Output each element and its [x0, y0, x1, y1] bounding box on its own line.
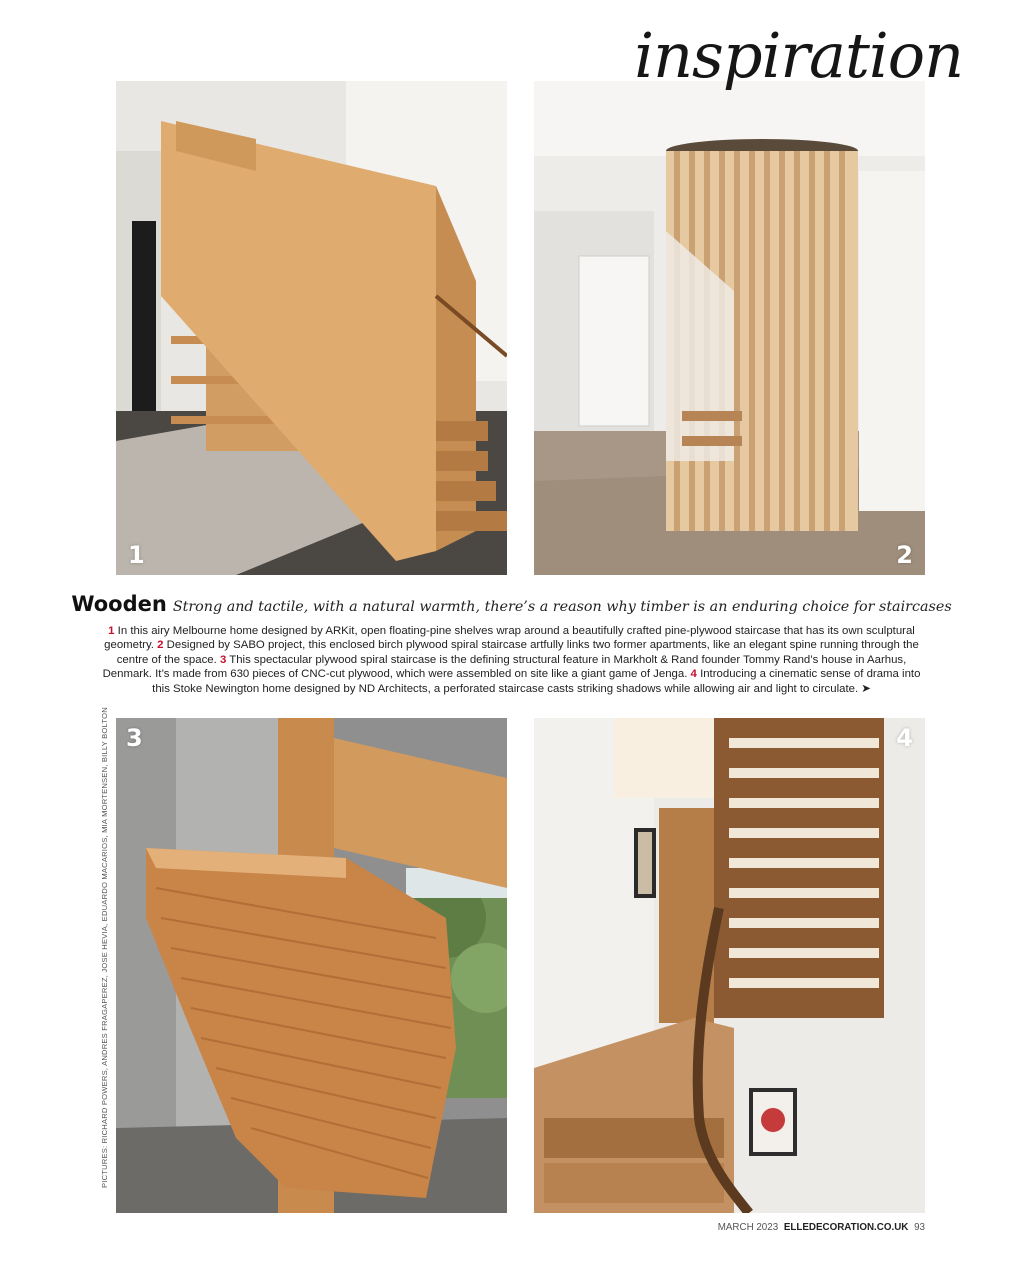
perforated-staircase-photo: [534, 718, 925, 1213]
photo-4: [534, 718, 925, 1213]
caption-number: 1: [108, 625, 115, 637]
continue-arrow-icon: ➤: [861, 682, 871, 695]
photo-number: 2: [896, 541, 913, 569]
photo-3: [116, 718, 507, 1213]
slatted-spiral-staircase-photo: [534, 81, 925, 575]
website-link[interactable]: ELLEDECORATION.CO.UK: [783, 1222, 909, 1233]
headline-subtitle: Strong and tactile, with a natural warmth, there’s a reason why timber is an enduring choice for staircases: [172, 599, 952, 615]
page-footer: [718, 1222, 925, 1233]
issue-date: MARCH 2023: [717, 1222, 779, 1233]
article-headline: [60, 592, 963, 616]
photo-number: 3: [126, 724, 143, 752]
caption-number: 2: [157, 639, 164, 652]
caption: In this airy Melbourne home designed by ARKit, open floating-pine shelves wrap around a beautifully crafted pine-plywood staircase that has its own sculptural geometry.: [104, 625, 915, 652]
perforated-steps: [714, 718, 884, 1018]
caption-number: 4: [690, 668, 697, 681]
section-title: inspiration: [634, 19, 963, 92]
photo-2: [534, 81, 925, 575]
caption: This spectacular plywood spiral staircase is the defining structural feature in Markholt & Rand founder Tommy Rand’s house in Aarhus, Denmark. It’s made from 630 pieces of CNC-cut plywood, which were assembled on site like a giant game of Jenga.: [102, 653, 907, 681]
page-number: 93: [914, 1222, 925, 1233]
cnc-plywood-spiral-photo: [116, 718, 507, 1213]
caption: Introducing a cinematic sense of drama into this Stoke Newington home designed by ND Architects, a perforated staircase casts striking shadows while allowing air and light to circulate.: [152, 668, 921, 695]
slat-column: [666, 151, 858, 531]
plywood-staircase-photo: [116, 81, 507, 575]
photo-number: 1: [128, 541, 145, 569]
caption-number: 3: [219, 653, 227, 666]
photo-1: [116, 81, 507, 575]
headline-title: Wooden: [71, 592, 167, 616]
photo-credits: PICTURES: RICHARD POWERS, ANDRES FRAGAPEREZ, JOSE HEVIA, EDUARDO MACARIOS, MIA MORTENSEN, BILLY BOLTON: [100, 707, 109, 1188]
photo-number: 4: [896, 724, 913, 752]
caption-text: [96, 624, 927, 696]
caption: Designed by SABO project, this enclosed birch plywood spiral staircase artfully links two former apartments, like an elegant spine running through the centre of the space.: [116, 639, 919, 666]
